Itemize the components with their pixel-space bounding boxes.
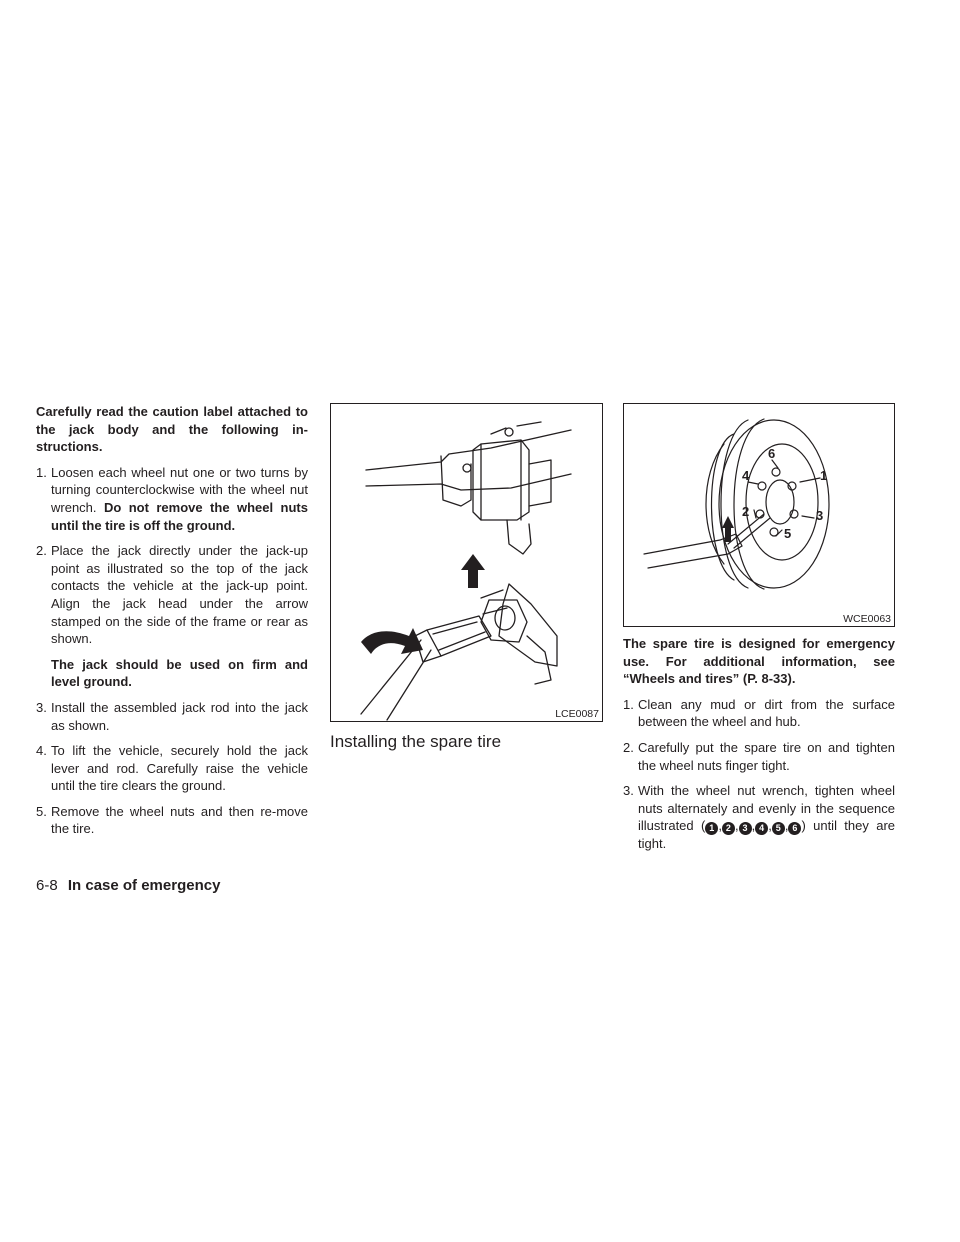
spare-tire-steps-list xyxy=(623,696,895,853)
list-item xyxy=(36,742,308,795)
step-number: 3. xyxy=(36,699,47,715)
sequence-badge: 4 xyxy=(755,822,768,835)
instructions-column-left xyxy=(36,403,308,846)
list-item xyxy=(36,803,308,838)
spare-tire-intro: The spare tire is designed for emergency use. For additional information, see “Wheels and tires” (P. 8-33). xyxy=(623,636,895,687)
step-text: Carefully put the spare tire on and tighten the wheel nuts finger tight. xyxy=(638,739,895,773)
wheel-illustration xyxy=(623,403,895,627)
section-title: Installing the spare tire xyxy=(330,732,502,751)
list-item xyxy=(36,699,308,734)
step-number: 4. xyxy=(36,743,47,759)
list-item: 3. With the wheel nut wrench, tighten wheel nuts alternately and evenly in the sequence illustrated ( 1 , 2 , 3 , 4 , 5 , 6 ) until they are tight. xyxy=(623,783,896,852)
sequence-badge: 6 xyxy=(788,822,801,835)
instructions-column-right xyxy=(623,403,895,861)
step-number: 3. xyxy=(623,783,634,799)
step-number: 1. xyxy=(36,464,47,480)
wheel-label-2: 2 xyxy=(742,504,750,519)
list-item xyxy=(623,696,895,731)
jack-drawing xyxy=(331,404,602,721)
jack-illustration xyxy=(330,403,603,722)
step-text: Loosen each wheel nut one or two turns by turning counterclockwise with the wheel nut wrench. xyxy=(51,464,308,515)
step-text: To lift the vehicle, securely hold the jack lever and rod. Carefully raise the vehicle until the tire clears the ground. xyxy=(51,743,308,794)
list-item xyxy=(36,464,308,534)
step-text: ) until they are tight. xyxy=(638,818,896,852)
step-number: 2. xyxy=(36,543,47,559)
list-item xyxy=(623,739,895,774)
section-name: In case of emergency xyxy=(67,877,221,894)
list-item xyxy=(36,542,308,691)
step-text: With the wheel nut wrench, tighten wheel nuts alternately and evenly in the sequence illustrated ( xyxy=(638,783,895,834)
step-number: 2. xyxy=(623,739,634,755)
step-text: Place the jack directly under the jack-up point as illustrated so the top of the jack contacts the vehicle at the jack-up point. Align the jack head under the arrow stamped on the side of the frame or rear as shown. xyxy=(51,543,308,647)
step-text: Clean any mud or dirt from the surface between the wheel and hub. xyxy=(638,696,895,730)
sequence-badge: 2 xyxy=(722,822,735,835)
wheel-label-6: 6 xyxy=(768,446,776,461)
step-note: The jack should be used on firm and level ground. xyxy=(51,656,308,690)
jack-steps-list xyxy=(36,464,308,838)
sequence-badge: 5 xyxy=(772,822,785,835)
step-text: Install the assembled jack rod into the jack as shown. xyxy=(51,699,308,733)
caution-intro: Carefully read the caution label attached to the jack body and the following in-structions. xyxy=(36,404,308,455)
wheel-label-3: 3 xyxy=(816,508,824,523)
step-number: 5. xyxy=(36,803,47,819)
step-number: 1. xyxy=(623,696,634,712)
figure-code: LCE0087 xyxy=(555,708,599,720)
figure-code: WCE0063 xyxy=(843,613,891,625)
figure-column-middle xyxy=(330,403,603,753)
step-text: Remove the wheel nuts and then re-move the tire. xyxy=(51,803,308,837)
page-number: 6-8 xyxy=(36,877,58,894)
wheel-label-1: 1 xyxy=(820,468,828,483)
sequence-badge: 3 xyxy=(739,822,752,835)
wheel-label-4: 4 xyxy=(742,468,750,483)
step-warning: Do not remove the wheel nuts until the tire is off the ground. xyxy=(51,499,308,533)
wheel-label-5: 5 xyxy=(784,526,792,541)
wheel-drawing xyxy=(624,404,894,626)
page-footer xyxy=(36,876,220,896)
sequence-badge: 1 xyxy=(705,822,718,835)
